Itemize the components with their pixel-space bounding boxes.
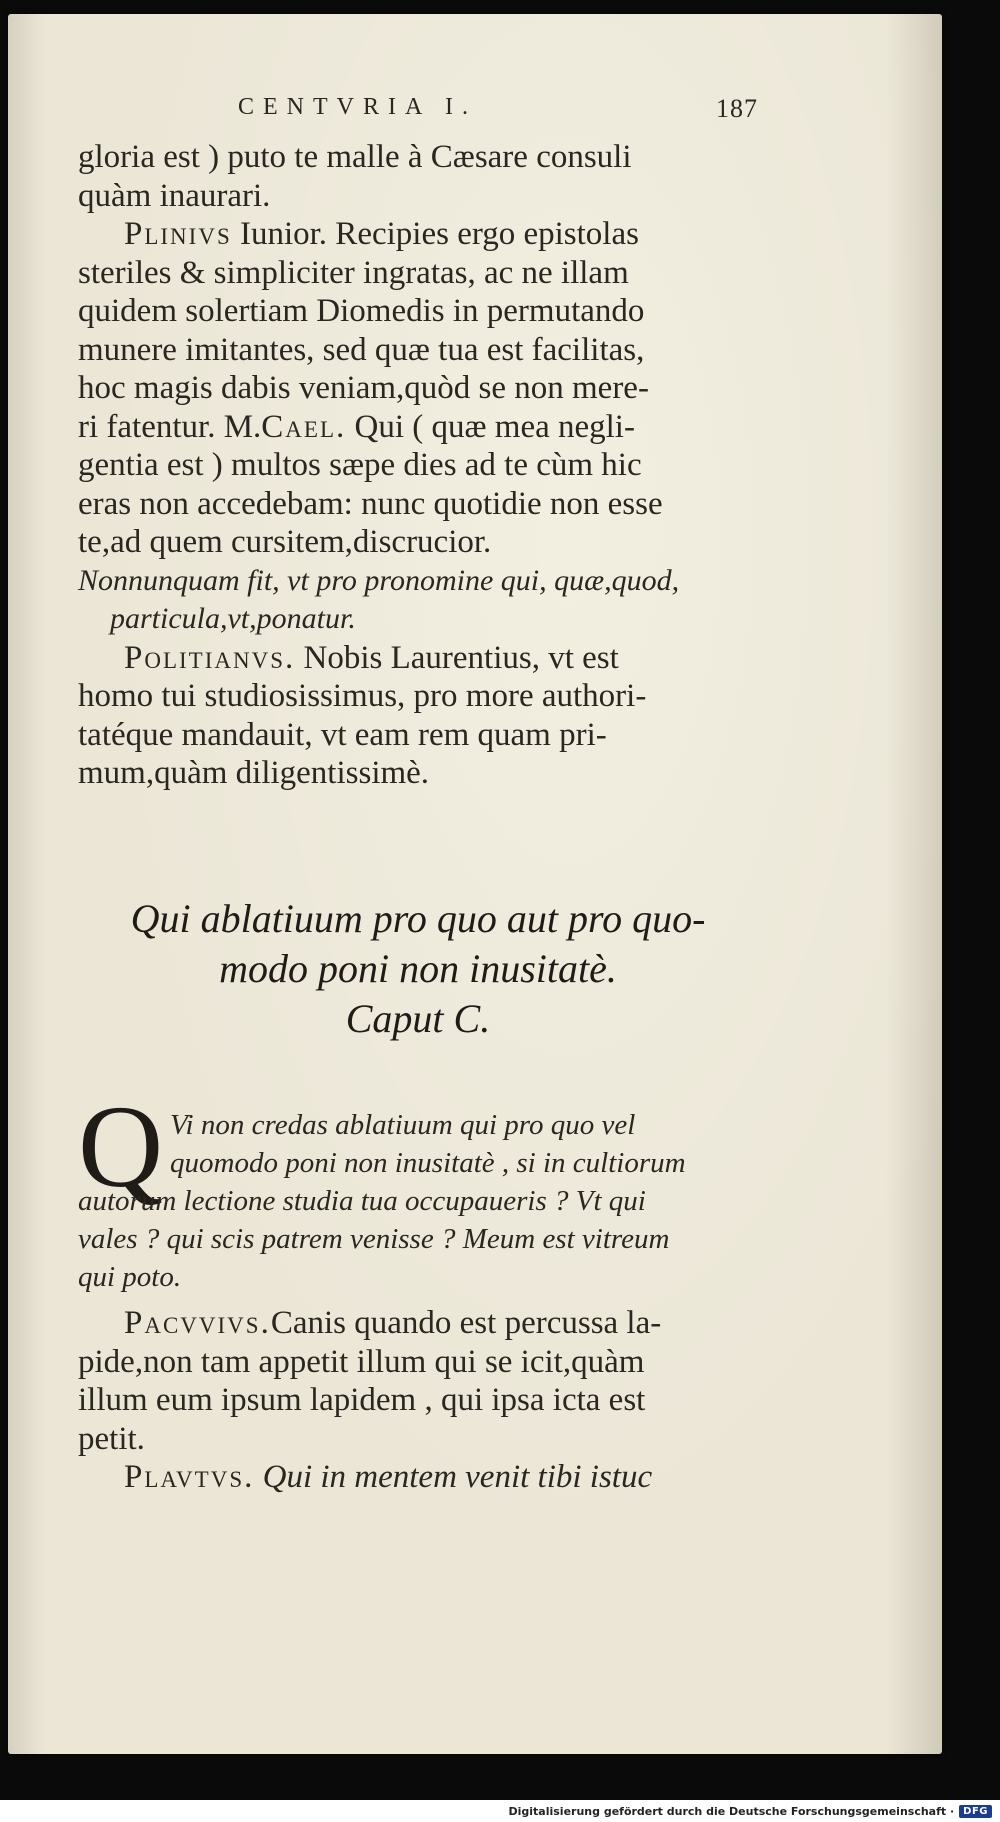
text-line: homo tui studiosissimus, pro more authori- xyxy=(78,678,647,714)
heading-line: Qui ablatiuum pro quo aut pro quo- xyxy=(130,896,706,941)
speaker-name: Cael. xyxy=(261,408,347,445)
text-line: hoc magis dabis veniam,quòd se non mere- xyxy=(78,370,649,406)
text-line: vales ? qui scis patrem venisse ? Meum est vitreum xyxy=(78,1223,670,1255)
chapter-intro xyxy=(78,1106,758,1296)
text-line: gloria est ) puto te malle à Cæsare consuli xyxy=(78,139,632,175)
text-section-two xyxy=(78,1304,758,1497)
dfg-logo: DFG xyxy=(959,1805,992,1818)
text-section-one xyxy=(78,138,758,793)
text-fragment: Qui ( quæ mea negli- xyxy=(346,408,635,445)
funding-credit: Digitalisierung gefördert durch die Deutsche Forschungsgemeinschaft · xyxy=(508,1804,955,1818)
text-line-pacuvius xyxy=(78,1304,758,1343)
text-fragment: Qui in mentem venit tibi istuc xyxy=(254,1459,653,1495)
text-line: quidem solertiam Diomedis in permutando xyxy=(78,293,645,329)
heading-line: modo poni non inusitatè. xyxy=(219,946,617,991)
footer-credit-bar xyxy=(0,1800,1000,1822)
text-fragment: Nobis Laurentius, vt est xyxy=(295,639,619,676)
text-line: illum eum ipsum lapidem , qui ipsa icta est xyxy=(78,1382,646,1418)
text-line-politianus xyxy=(78,639,758,678)
running-head xyxy=(238,94,758,124)
text-line: pide,non tam appetit illum qui se icit,quàm xyxy=(78,1343,645,1380)
text-fragment: Iunior. Recipies ergo epistolas xyxy=(231,216,639,252)
text-line-cael xyxy=(78,408,758,447)
text-line: te,ad quem cursitem,discrucior. xyxy=(78,524,492,560)
speaker-name: Plinivs xyxy=(124,216,232,252)
heading-line: Caput C. xyxy=(345,996,491,1041)
text-line: quomodo poni non inusitatè , si in cultiorum xyxy=(170,1147,686,1179)
text-line: quàm inaurari. xyxy=(78,177,271,214)
book-page xyxy=(8,14,942,1754)
text-line-plinius xyxy=(78,215,758,254)
text-line-plautus xyxy=(78,1458,758,1497)
text-line: munere imitantes, sed quæ tua est facilitas, xyxy=(78,331,645,368)
text-line: qui poto. xyxy=(78,1261,182,1293)
speaker-name: Politianvs. xyxy=(124,639,296,676)
running-head-title: CENTVRIA I. xyxy=(238,94,477,120)
rule-line: Nonnunquam fit, vt pro pronomine qui, quæ,quod, xyxy=(78,563,680,597)
drop-cap: Q xyxy=(78,1081,164,1212)
speaker-name: Plavtvs. xyxy=(124,1459,255,1495)
text-line: gentia est ) multos sæpe dies ad te cùm hic xyxy=(78,447,642,483)
rule-line: particula,vt,ponatur. xyxy=(110,602,356,635)
page-number: 187 xyxy=(716,94,758,123)
text-line: tatéque mandauit, vt eam rem quam pri- xyxy=(78,716,607,753)
text-line: mum,quàm diligentissimè. xyxy=(78,755,430,791)
text-line: Vi non credas ablatiuum qui pro quo vel xyxy=(170,1109,636,1141)
chapter-heading xyxy=(78,894,758,1044)
text-fragment: Canis quando est percussa la- xyxy=(270,1305,662,1341)
text-line: eras non accedebam: nunc quotidie non esse xyxy=(78,485,663,522)
text-line: steriles & simpliciter ingratas, ac ne illam xyxy=(78,254,629,291)
text-line: autorum lectione studia tua occupaueris ? Vt qui xyxy=(78,1185,646,1217)
speaker-name: Pacvvivs. xyxy=(124,1305,271,1341)
text-line: petit. xyxy=(78,1420,145,1457)
text-fragment: ri fatentur. M. xyxy=(78,408,262,445)
